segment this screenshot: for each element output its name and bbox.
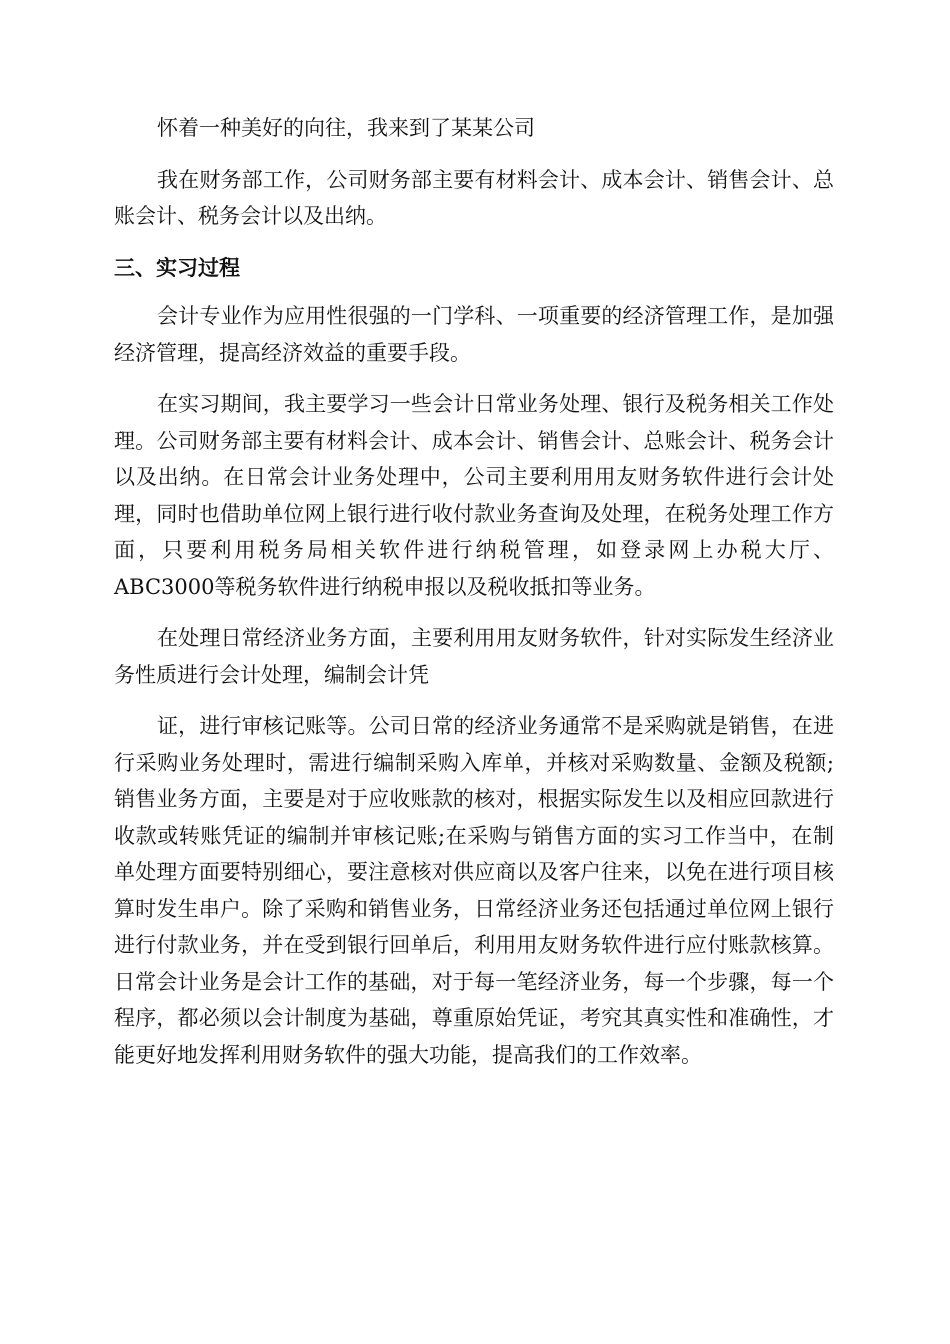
paragraph-department: 我在财务部工作，公司财务部主要有材料会计、成本会计、销售会计、总账会计、税务会计以及出纳。 [114, 167, 834, 228]
paragraph-daily-business: 在处理日常经济业务方面，主要利用用友财务软件，针对实际发生经济业务性质进行会计处理，编制会计凭 [114, 626, 834, 687]
document-body [114, 110, 834, 1088]
paragraph-intro: 怀着一种美好的向往，我来到了某某公司 [157, 116, 535, 140]
paragraph-voucher-review: 证，进行审核记账等。公司日常的经济业务通常不是采购就是销售，在进行采购业务处理时，需进行编制采购入库单，并核对采购数量、金额及税额;销售业务方面，主要是对于应收账款的核对，根据实际发生以及相应回款进行收款或转账凭证的编制并审核记账;在采购与销售方面的实习工作当中，在制单处理方面要特别细心，要注意核对供应商以及客户往来，以免在进行项目核算时发生串户。除了采购和销售业务，日常经济业务还包括通过单位网上银行进行付款业务，并在受到银行回单后，利用用友财务软件进行应付账款核算。日常会计业务是会计工作的基础，对于每一笔经济业务，每一个步骤，每一个程序，都必须以会计制度为基础，尊重原始凭证，考究其真实性和准确性，才能更好地发挥利用财务软件的强大功能，提高我们的工作效率。 [114, 714, 834, 1067]
paragraph-internship-period: 在实习期间，我主要学习一些会计日常业务处理、银行及税务相关工作处理。公司财务部主要有材料会计、成本会计、销售会计、总账会计、税务会计以及出纳。在日常会计业务处理中，公司主要利用用友财务软件进行会计处理，同时也借助单位网上银行进行收付款业务查询及处理，在税务处理工作方面，只要利用税务局相关软件进行纳税管理，如登录网上办税大厅、ABC3000等税务软件进行纳税申报以及税收抵扣等业务。 [114, 392, 834, 599]
section-heading: 三、实习过程 [114, 255, 240, 280]
paragraph-accounting-major: 会计专业作为应用性很强的一门学科、一项重要的经济管理工作，是加强经济管理，提高经济效益的重要手段。 [114, 304, 834, 365]
